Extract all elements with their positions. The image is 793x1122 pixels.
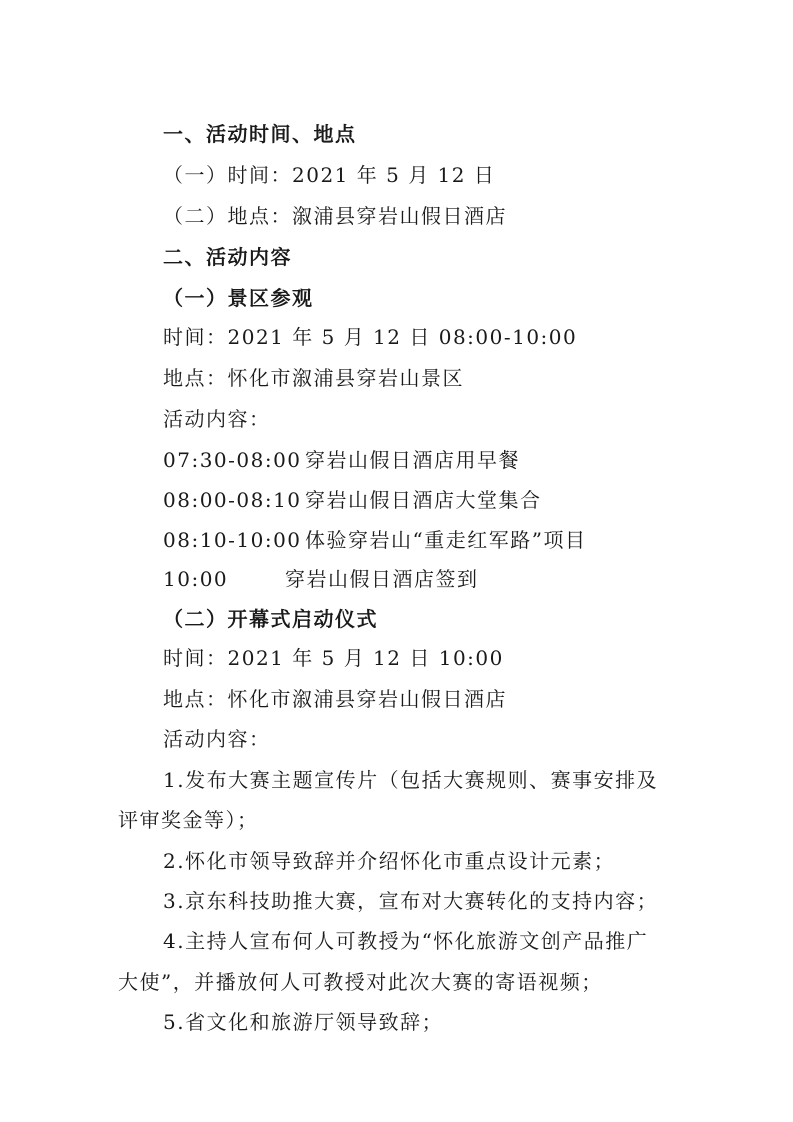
- event-place: （二）地点：溆浦县穿岩山假日酒店: [163, 204, 507, 228]
- part-2-time: 时间：2021 年 5 月 12 日 10:00: [163, 646, 504, 670]
- schedule-activity: 体验穿岩山“重走红军路”项目: [305, 528, 587, 552]
- agenda-item: 5.省文化和旅游厅领导致辞；: [163, 1010, 444, 1034]
- schedule-activity: 穿岩山假日酒店用早餐: [305, 448, 520, 472]
- part-2-heading: （二）开幕式启动仪式: [163, 607, 378, 631]
- schedule-activity: 穿岩山假日酒店大堂集合: [305, 488, 542, 512]
- agenda-item-continued: 大使”，并播放何人可教授对此次大赛的寄语视频；: [118, 970, 603, 994]
- part-1-place: 地点：怀化市溆浦县穿岩山景区: [163, 366, 464, 390]
- section-1-heading: 一、活动时间、地点: [163, 122, 357, 146]
- part-1-heading: （一）景区参观: [163, 286, 314, 310]
- agenda-item: 1.发布大赛主题宣传片（包括大赛规则、赛事安排及: [163, 768, 659, 792]
- agenda-item: 3.京东科技助推大赛，宣布对大赛转化的支持内容；: [163, 889, 659, 913]
- agenda-item: 4.主持人宣布何人可教授为“怀化旅游文创产品推广: [163, 929, 649, 953]
- part-1-time: 时间：2021 年 5 月 12 日 08:00-10:00: [163, 325, 578, 349]
- part-2-content-label: 活动内容：: [163, 727, 271, 751]
- schedule-time: 10:00: [163, 567, 229, 591]
- section-2-heading: 二、活动内容: [163, 245, 292, 269]
- schedule-time: 07:30-08:00: [163, 448, 302, 472]
- schedule-time: 08:00-08:10: [163, 488, 302, 512]
- agenda-item: 2.怀化市领导致辞并介绍怀化市重点设计元素；: [163, 849, 616, 873]
- part-2-place: 地点：怀化市溆浦县穿岩山假日酒店: [163, 687, 507, 711]
- schedule-time: 08:10-10:00: [163, 528, 302, 552]
- part-1-content-label: 活动内容：: [163, 407, 271, 431]
- event-time: （一）时间：2021 年 5 月 12 日: [163, 163, 496, 187]
- schedule-activity: 穿岩山假日酒店签到: [285, 567, 479, 591]
- agenda-item-continued: 评审奖金等）；: [118, 808, 259, 832]
